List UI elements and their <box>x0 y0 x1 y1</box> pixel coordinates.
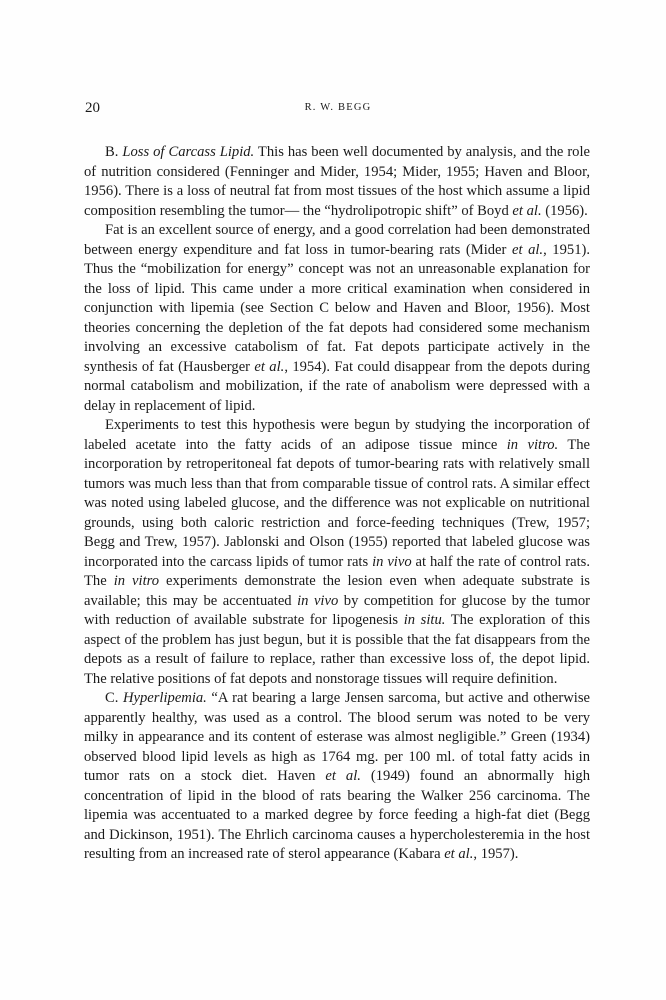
text-run: (1956). <box>541 202 588 219</box>
text-run: The incorporation by retroperitoneal fat depots of tumor-bearing rats with relatively small tumors was much less than that from comparable tissue of control rats. A similar effect was noted using labeled glucose, and the difference was not explicable on nutritional grounds, using both caloric restriction and force-feeding techniques (Trew, 1957; Begg and Trew, 1957). Jablonski and Olson (1955) reported that labeled glucose was incorporated into the carcass lipids of tumor rats <box>84 436 591 570</box>
text-run: C. <box>105 690 123 706</box>
italic-run: et al. <box>511 241 544 258</box>
italic-run: in vivo <box>297 592 339 609</box>
paragraph-hyperlipemia <box>84 689 590 865</box>
text-run: , 1957). <box>473 846 519 862</box>
text-run: , 1954). Fat could disappear from the depots during normal catabolism and mobilization, if the rate of anabolism were depressed with a delay in replacement of lipid. <box>84 358 591 414</box>
italic-run: et al. <box>325 768 361 784</box>
text-run: , 1951). Thus the “mobilization for energy” concept was not an unreasonable explanation for the loss of lipid. This came under a more critical examination when considered in conjunction with lipemia (see Section C below and Haven and Bloor, 1956). Most theories concerning the depletion of the fat depots had considered some mechanism involving an excessive catabolism of fat. Fat depots participate actively in the synthesis of fat (Hausberger <box>84 241 590 375</box>
text-run: Experiments to test this hypothesis were begun by studying the incorporation of labeled acetate into the fatty acids of an adipose tissue mince <box>84 417 590 453</box>
text-run: by competition for glucose by the tumor with reduction of available substrate for lipogenesis <box>84 592 590 628</box>
paragraph-carcass-lipid <box>84 143 590 221</box>
running-head <box>85 100 591 120</box>
page-number: 20 <box>85 100 100 116</box>
body-text <box>84 143 590 865</box>
italic-run: et al. <box>254 358 285 375</box>
italic-run: et al. <box>512 202 542 219</box>
italic-run: et al. <box>444 846 474 862</box>
italic-run: in situ. <box>403 612 446 628</box>
text-run: The exploration of this aspect of the problem has just begun, but it is possible that the fat disappears from the depots as a result of failure to replace, rather than excessive loss of, the depot lipid. The relative positions of fat depots and nonstorage tissues will require definition. <box>84 612 590 687</box>
italic-run: in vitro <box>113 573 160 589</box>
italic-run: Hyperlipemia. <box>122 690 207 706</box>
text-run: (1949) found an abnormally high concentration of lipid in the blood of rats bearing the Walker 256 carcinoma. The lipemia was accentuated to a marked degree by force feeding a high-fat diet (Begg and Dickinson, 1951). The Ehrlich carcinoma causes a hypercholesteremia in the host resulting from an increased rate of sterol appearance (Kabara <box>84 768 590 862</box>
text-run: experiments demonstrate the lesion even when adequate substrate is available; this may be accentuated <box>84 573 590 609</box>
italic-run: in vivo <box>372 553 412 570</box>
text-run: Fat is an excellent source of energy, and a good correlation had been demonstrated between energy expenditure and fat loss in tumor-bearing rats (Mider <box>84 222 590 258</box>
paragraph-experiments <box>84 416 590 689</box>
text-run: “A rat bearing a large Jensen sarcoma, but active and otherwise apparently healthy, was used as a control. The blood serum was noted to be very milky in appearance and its content of esterase was almost negligible.” Green (1934) observed blood lipid levels as high as 1764 mg. per 100 ml. of total fatty acids in tumor rats on a stock diet. Haven <box>84 690 590 784</box>
italic-run: in vitro. <box>506 436 559 453</box>
italic-run: Loss of Carcass Lipid. <box>122 144 255 160</box>
text-run: at half the rate of control rats. The <box>84 553 591 589</box>
paragraph-fat-energy <box>84 221 590 416</box>
running-head-author: R. W. BEGG <box>304 102 372 113</box>
text-run: This has been well documented by analysis, and the role of nutrition considered (Fenninger and Mider, 1954; Mider, 1955; Haven and Bloor, 1956). There is a loss of neutral fat from most tissues of the host which assume a lipid composition resembling the tumor— the “hydrolipotropic shift” of Boyd <box>84 144 591 219</box>
text-run: B. <box>105 144 123 160</box>
